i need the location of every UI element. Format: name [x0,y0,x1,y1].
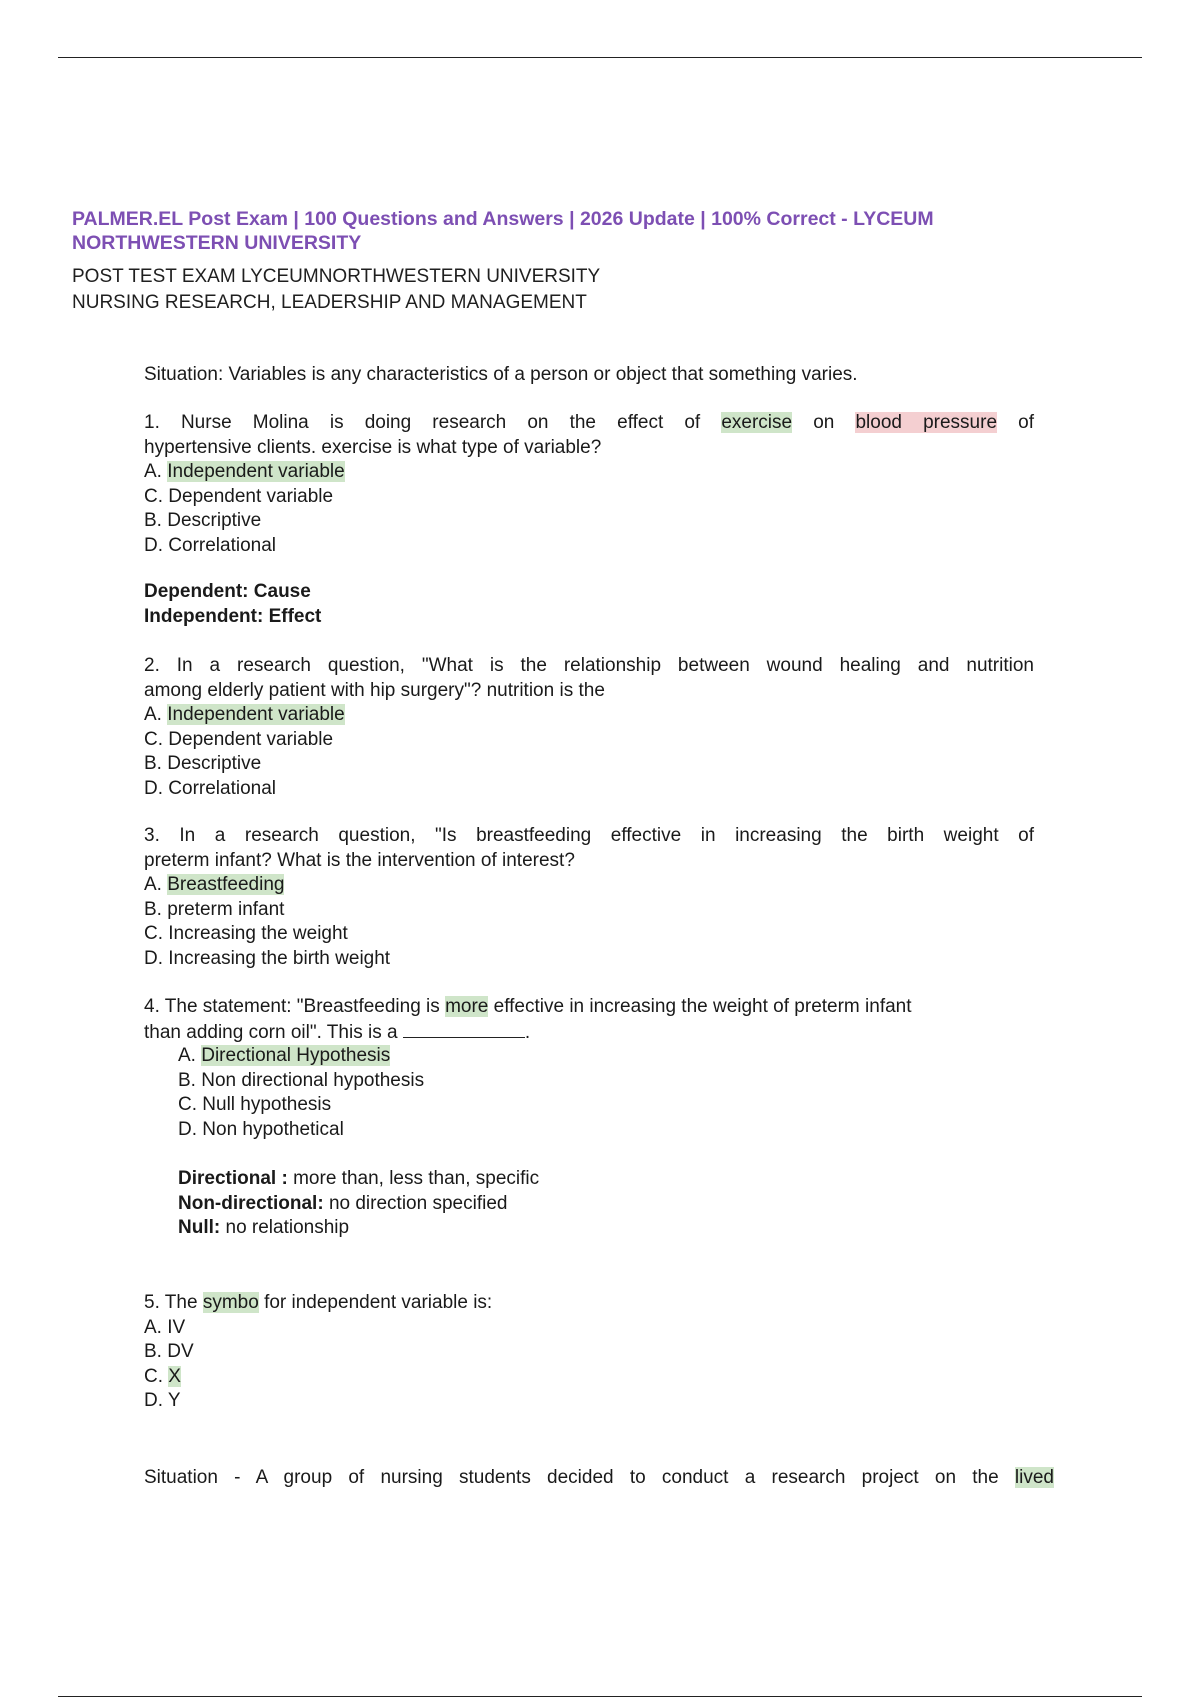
highlight-symbo: symbo [202,1292,259,1313]
question-5 [144,1291,1034,1414]
question-5-option-d: D. Y [144,1390,181,1411]
question-3-option-b: B. preterm infant [144,898,285,920]
question-2-stem-line-2: among elderly patient with hip surgery"? nutrition is the [144,679,605,701]
question-5-option-a: A. IV [144,1316,186,1338]
question-1-option-c: C. Dependent variable [144,485,334,507]
answer-highlight: Directional Hypothesis [201,1045,391,1066]
question-4-option-c: C. Null hypothesis [178,1094,332,1115]
question-3-stem-line-1: 3. In a research question, "Is breastfeeding effective in increasing the birth weight of [144,825,1034,846]
highlight-exercise: exercise [721,412,793,433]
question-4-stem-line-2: than adding corn oil". This is a . [144,1021,531,1043]
answer-highlight: Breastfeeding [167,874,285,895]
highlight-blood-pressure: blood pressure [855,412,998,433]
question-2-option-b: B. Descriptive [144,753,262,774]
situation-2: Situation - A group of nursing students decided to conduct a research project on the lived [144,1467,1054,1488]
question-1-stem-line-1: 1. Nurse Molina is doing research on the effect of exercise on blood pressure of [144,412,1034,433]
question-1-option-b: B. Descriptive [144,510,262,531]
question-4-option-b: B. Non directional hypothesis [178,1069,425,1091]
question-4-stem-line-1: 4. The statement: "Breastfeeding is more effective in increasing the weight of preterm infant [144,996,912,1017]
question-4 [144,995,1034,1142]
question-3 [144,824,1034,971]
highlight-lived: lived [1014,1467,1054,1488]
question-5-option-b: B. DV [144,1341,194,1362]
question-5-stem: 5. The symbo for independent variable is: [144,1292,493,1313]
question-2-option-d: D. Correlational [144,777,276,799]
question-3-option-c: C. Increasing the weight [144,923,348,944]
answer-highlight: Independent variable [167,704,345,725]
highlight-more: more [445,996,489,1017]
top-rule [58,57,1142,58]
question-1-option-d: D. Correlational [144,534,276,556]
subtitle-line-1: POST TEST EXAM LYCEUMNORTHWESTERN UNIVERSITY [72,266,601,287]
question-3-stem-line-2: preterm infant? What is the intervention of interest? [144,849,575,871]
note-hypothesis-types: Directional : more than, less than, specific Non-directional: no direction specified Null: no relationship [178,1168,540,1238]
question-1-stem-line-2: hypertensive clients. exercise is what type of variable? [144,436,602,458]
question-2-stem-line-1: 2. In a research question, "What is the relationship between wound healing and nutrition [144,655,1034,676]
question-1-option-a: A. Independent variable [144,461,345,482]
subtitle-line-2: NURSING RESEARCH, LEADERSHIP AND MANAGEMENT [72,292,587,313]
answer-highlight: Independent variable [167,461,345,482]
question-4-option-d: D. Non hypothetical [178,1118,344,1140]
question-1 [144,411,1034,558]
question-3-option-a: A. Breastfeeding [144,874,285,895]
document-title: PALMER.EL Post Exam | 100 Questions and Answers | 2026 Update | 100% Correct - LYCEUM NORTHWESTERN UNIVERSITY [72,208,934,254]
question-5-option-c: C. X [144,1365,181,1387]
fill-in-blank [403,1020,525,1038]
question-2 [144,654,1034,801]
question-3-option-d: D. Increasing the birth weight [144,947,391,969]
situation-1: Situation: Variables is any characteristics of a person or object that something varies. [144,364,858,385]
question-2-option-a: A. Independent variable [144,704,345,725]
bottom-rule [58,1696,1142,1697]
question-4-option-a: A. Directional Hypothesis [178,1045,391,1066]
note-dependent-independent: Dependent: Cause Independent: Effect [144,581,322,627]
question-2-option-c: C. Dependent variable [144,728,334,750]
answer-highlight: X [168,1365,181,1387]
